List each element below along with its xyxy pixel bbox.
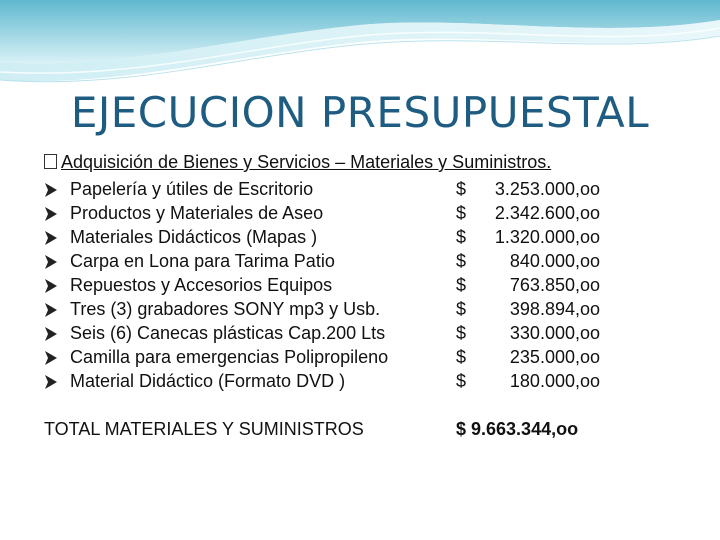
list-item xyxy=(44,321,604,345)
item-description: Seis (6) Canecas plásticas Cap.200 Lts xyxy=(70,323,386,343)
item-amount-value: 180.000,oo xyxy=(509,371,600,391)
item-amount-value: 330.000,oo xyxy=(509,323,600,343)
arrow-bullet-icon xyxy=(44,326,58,342)
list-item xyxy=(44,273,604,297)
subtitle-text: Adquisición de Bienes y Servicios – Materiales y Suministros. xyxy=(61,152,552,172)
list-item xyxy=(44,249,604,273)
currency-symbol: $ xyxy=(456,347,467,367)
total-amount: $ 9.663.344,oo xyxy=(456,419,579,439)
currency-symbol: $ xyxy=(456,227,467,247)
currency-symbol: $ xyxy=(456,323,467,343)
square-bullet-icon xyxy=(44,154,57,169)
arrow-bullet-icon xyxy=(44,206,58,222)
item-amount-value: 235.000,oo xyxy=(509,347,600,367)
list-item xyxy=(44,369,604,393)
list-item xyxy=(44,345,604,369)
subtitle xyxy=(44,152,551,173)
item-description: Repuestos y Accesorios Equipos xyxy=(70,275,333,295)
currency-symbol: $ xyxy=(456,251,467,271)
list-item xyxy=(44,297,604,321)
item-description: Tres (3) grabadores SONY mp3 y Usb. xyxy=(70,299,381,319)
arrow-bullet-icon xyxy=(44,350,58,366)
item-amount-value: 763.850,oo xyxy=(509,275,600,295)
item-amount-value: 840.000,oo xyxy=(509,251,600,271)
arrow-bullet-icon xyxy=(44,302,58,318)
total-label: TOTAL MATERIALES Y SUMINISTROS xyxy=(44,419,364,439)
item-description: Carpa en Lona para Tarima Patio xyxy=(70,251,335,271)
item-description: Productos y Materiales de Aseo xyxy=(70,203,324,223)
arrow-bullet-icon xyxy=(44,278,58,294)
item-amount-value: 2.342.600,oo xyxy=(494,203,600,223)
page-title: EJECUCION PRESUPUESTAL xyxy=(70,88,650,137)
currency-symbol: $ xyxy=(456,203,467,223)
item-amount-value: 1.320.000,oo xyxy=(494,227,600,247)
arrow-bullet-icon xyxy=(44,374,58,390)
item-description: Material Didáctico (Formato DVD ) xyxy=(70,371,346,391)
item-description: Camilla para emergencias Polipropileno xyxy=(70,347,389,367)
currency-symbol: $ xyxy=(456,299,467,319)
item-list xyxy=(44,177,604,393)
list-item xyxy=(44,201,604,225)
item-description: Materiales Didácticos (Mapas ) xyxy=(70,227,318,247)
item-amount-value: 3.253.000,oo xyxy=(494,179,600,199)
currency-symbol: $ xyxy=(456,179,467,199)
list-item xyxy=(44,225,604,249)
list-item xyxy=(44,177,604,201)
arrow-bullet-icon xyxy=(44,254,58,270)
total-row xyxy=(44,419,604,443)
arrow-bullet-icon xyxy=(44,182,58,198)
currency-symbol: $ xyxy=(456,275,467,295)
currency-symbol: $ xyxy=(456,371,467,391)
item-description: Papelería y útiles de Escritorio xyxy=(70,179,314,199)
arrow-bullet-icon xyxy=(44,230,58,246)
item-amount-value: 398.894,oo xyxy=(509,299,600,319)
